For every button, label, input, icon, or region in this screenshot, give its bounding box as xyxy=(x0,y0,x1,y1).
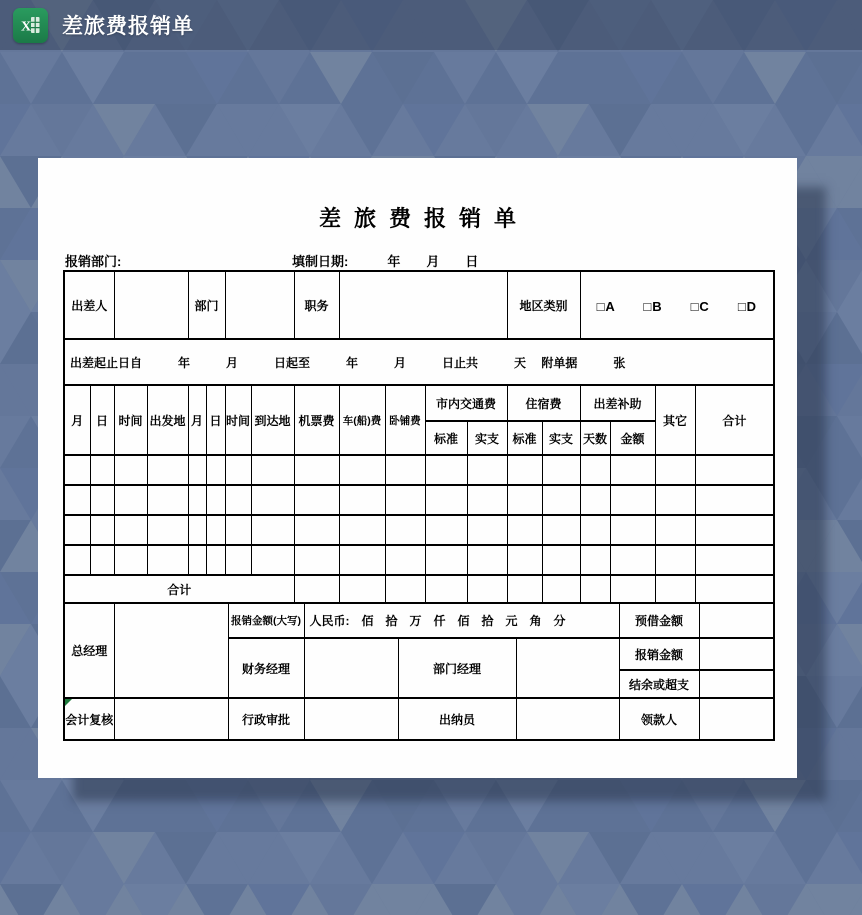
total-value-cell[interactable] xyxy=(655,575,695,603)
total-value-cell[interactable] xyxy=(294,575,339,603)
expense-cell[interactable] xyxy=(507,545,542,575)
total-value-cell[interactable] xyxy=(507,575,542,603)
expense-empty-row xyxy=(64,485,774,515)
title-bar xyxy=(0,0,862,50)
expense-cell[interactable] xyxy=(225,545,251,575)
expense-cell[interactable] xyxy=(610,485,655,515)
expense-cell[interactable] xyxy=(507,455,542,485)
traveler-label: 出差人 xyxy=(64,271,114,339)
trip-dates-row xyxy=(64,339,774,385)
expense-cell[interactable] xyxy=(90,455,114,485)
form-info-line xyxy=(38,251,797,267)
finance-manager-label: 财务经理 xyxy=(228,638,304,698)
expense-cell[interactable] xyxy=(425,545,467,575)
expense-cell[interactable] xyxy=(385,455,425,485)
expense-cell[interactable] xyxy=(655,485,695,515)
cell-error-indicator-icon xyxy=(65,699,72,706)
region-checkboxes[interactable]: □A □B □C □D xyxy=(580,271,774,339)
expense-empty-row xyxy=(64,455,774,485)
excel-icon xyxy=(13,8,48,43)
expense-cell[interactable] xyxy=(188,455,206,485)
expense-cell[interactable] xyxy=(64,485,90,515)
expense-cell[interactable] xyxy=(467,545,507,575)
expense-cell[interactable] xyxy=(294,485,339,515)
expense-cell[interactable] xyxy=(542,455,580,485)
expense-cell[interactable] xyxy=(425,515,467,545)
total-value-cell[interactable] xyxy=(425,575,467,603)
page-title: 差旅费报销单 xyxy=(62,15,194,38)
expense-cell[interactable] xyxy=(206,545,225,575)
expense-cell[interactable] xyxy=(206,485,225,515)
col-other: 其它 xyxy=(655,385,695,455)
expense-rows xyxy=(64,455,774,575)
expense-cell[interactable] xyxy=(294,515,339,545)
expense-cell[interactable] xyxy=(695,545,774,575)
traveler-row xyxy=(64,271,774,339)
expense-cell[interactable] xyxy=(225,485,251,515)
expense-sheet xyxy=(63,270,773,741)
expense-cell[interactable] xyxy=(425,455,467,485)
expense-empty-row xyxy=(64,545,774,575)
expense-cell[interactable] xyxy=(655,545,695,575)
total-value-cell[interactable] xyxy=(467,575,507,603)
expense-cell[interactable] xyxy=(339,545,385,575)
balance-cell[interactable] xyxy=(699,670,774,698)
trip-dates-line[interactable]: 出差起止日自 年 月 日起至 年 月 日止共 天 附单据 张 xyxy=(64,339,774,385)
expense-cell[interactable] xyxy=(695,455,774,485)
col-allowance-amount: 金额 xyxy=(610,421,655,455)
expense-cell[interactable] xyxy=(542,545,580,575)
col-air-fare: 机票费 xyxy=(294,385,339,455)
col-month-arrive: 月 xyxy=(188,385,206,455)
expense-cell[interactable] xyxy=(147,515,188,545)
expense-cell[interactable] xyxy=(114,485,147,515)
expense-cell[interactable] xyxy=(467,455,507,485)
col-month-depart: 月 xyxy=(64,385,90,455)
expense-cell[interactable] xyxy=(147,545,188,575)
col-vehicle-fare: 车(船)费 xyxy=(339,385,385,455)
department-label: 部门 xyxy=(188,271,225,339)
amount-in-words-label: 报销金额(大写) xyxy=(228,603,304,638)
col-lodging-actual: 实支 xyxy=(542,421,580,455)
col-day-arrive: 日 xyxy=(206,385,225,455)
col-time-arrive: 时间 xyxy=(225,385,251,455)
cashier-sign-cell[interactable] xyxy=(516,698,619,740)
balance-label: 结余或超支 xyxy=(619,670,699,698)
expense-cell[interactable] xyxy=(610,515,655,545)
expense-cell[interactable] xyxy=(114,455,147,485)
expense-cell[interactable] xyxy=(385,515,425,545)
expense-cell[interactable] xyxy=(251,485,294,515)
expense-cell[interactable] xyxy=(64,545,90,575)
expense-cell[interactable] xyxy=(580,485,610,515)
expense-cell[interactable] xyxy=(251,455,294,485)
expense-cell[interactable] xyxy=(206,515,225,545)
col-allowance-days: 天数 xyxy=(580,421,610,455)
reimburse-amount-cell[interactable] xyxy=(699,638,774,670)
col-depart-place: 出发地 xyxy=(147,385,188,455)
cashier-label: 出纳员 xyxy=(398,698,516,740)
traveler-value-cell[interactable] xyxy=(114,271,188,339)
total-label: 合计 xyxy=(64,575,294,603)
total-row xyxy=(64,575,774,603)
expense-cell[interactable] xyxy=(610,455,655,485)
payee-label: 领款人 xyxy=(619,698,699,740)
expense-cell[interactable] xyxy=(188,485,206,515)
expense-cell[interactable] xyxy=(251,515,294,545)
finance-manager-sign-cell[interactable] xyxy=(304,638,398,698)
department-value-cell[interactable] xyxy=(225,271,294,339)
expense-cell[interactable] xyxy=(655,515,695,545)
expense-cell[interactable] xyxy=(385,545,425,575)
dept-manager-sign-cell[interactable] xyxy=(516,638,619,698)
expense-cell[interactable] xyxy=(655,455,695,485)
expense-cell[interactable] xyxy=(339,515,385,545)
position-label: 职务 xyxy=(294,271,339,339)
admin-approval-label: 行政审批 xyxy=(228,698,304,740)
expense-cell[interactable] xyxy=(114,515,147,545)
expense-cell[interactable] xyxy=(580,545,610,575)
document-paper xyxy=(38,158,797,778)
col-lodging: 住宿费 xyxy=(507,385,580,421)
fill-date-label: 填制日期: 年 月 日 xyxy=(292,254,479,269)
expense-cell[interactable] xyxy=(64,515,90,545)
col-lodging-standard: 标准 xyxy=(507,421,542,455)
general-manager-label: 总经理 xyxy=(64,603,114,698)
expense-cell[interactable] xyxy=(580,455,610,485)
expense-cell[interactable] xyxy=(90,515,114,545)
expense-cell[interactable] xyxy=(339,455,385,485)
region-type-label: 地区类别 xyxy=(507,271,580,339)
expense-cell[interactable] xyxy=(206,455,225,485)
expense-cell[interactable] xyxy=(467,485,507,515)
expense-table xyxy=(63,270,775,604)
admin-approval-sign-cell[interactable] xyxy=(304,698,398,740)
expense-cell[interactable] xyxy=(147,485,188,515)
expense-cell[interactable] xyxy=(294,455,339,485)
expense-cell[interactable] xyxy=(294,545,339,575)
expense-cell[interactable] xyxy=(64,455,90,485)
cashier-row xyxy=(64,698,774,740)
expense-cell[interactable] xyxy=(225,455,251,485)
total-value-cell[interactable] xyxy=(610,575,655,603)
accounting-review-label xyxy=(64,698,114,740)
col-city-actual: 实支 xyxy=(467,421,507,455)
dept-label: 报销部门: xyxy=(65,254,122,269)
expense-cell[interactable] xyxy=(114,545,147,575)
expense-cell[interactable] xyxy=(188,545,206,575)
col-time-depart: 时间 xyxy=(114,385,147,455)
expense-cell[interactable] xyxy=(507,515,542,545)
expense-cell[interactable] xyxy=(385,485,425,515)
expense-cell[interactable] xyxy=(467,515,507,545)
expense-cell[interactable] xyxy=(339,485,385,515)
col-total: 合计 xyxy=(695,385,774,455)
expense-empty-row xyxy=(64,515,774,545)
reimburse-amount-label: 报销金额 xyxy=(619,638,699,670)
expense-cell[interactable] xyxy=(542,485,580,515)
amount-words-row xyxy=(64,603,774,638)
position-value-cell[interactable] xyxy=(339,271,507,339)
advance-amount-label: 预借金额 xyxy=(619,603,699,638)
total-value-cell[interactable] xyxy=(385,575,425,603)
expense-cell[interactable] xyxy=(610,545,655,575)
col-allowance: 出差补助 xyxy=(580,385,655,421)
approval-table xyxy=(63,602,775,741)
expense-cell[interactable] xyxy=(225,515,251,545)
general-manager-sign-cell[interactable] xyxy=(114,603,228,698)
accounting-review-sign-cell[interactable] xyxy=(114,698,228,740)
payee-sign-cell[interactable] xyxy=(699,698,774,740)
total-value-cell[interactable] xyxy=(580,575,610,603)
col-city-standard: 标准 xyxy=(425,421,467,455)
col-arrive-place: 到达地 xyxy=(251,385,294,455)
svg-text:X: X xyxy=(20,19,31,35)
expense-cell[interactable] xyxy=(695,485,774,515)
expense-cell[interactable] xyxy=(147,455,188,485)
expense-cell[interactable] xyxy=(507,485,542,515)
rmb-digits-line[interactable]: 人民币: 佰 拾 万 仟 佰 拾 元 角 分 xyxy=(304,603,619,638)
expense-cell[interactable] xyxy=(251,545,294,575)
total-value-cell[interactable] xyxy=(695,575,774,603)
col-city-transport: 市内交通费 xyxy=(425,385,507,421)
col-sleeper-fare: 卧铺费 xyxy=(385,385,425,455)
expense-cell[interactable] xyxy=(90,545,114,575)
accounting-review-text: 会计复核 xyxy=(65,712,114,727)
advance-amount-cell[interactable] xyxy=(699,603,774,638)
dept-manager-label: 部门经理 xyxy=(398,638,516,698)
expense-cell[interactable] xyxy=(580,515,610,545)
expense-cell[interactable] xyxy=(425,485,467,515)
total-value-cell[interactable] xyxy=(339,575,385,603)
col-day-depart: 日 xyxy=(90,385,114,455)
expense-cell[interactable] xyxy=(188,515,206,545)
expense-cell[interactable] xyxy=(542,515,580,545)
expense-cell[interactable] xyxy=(695,515,774,545)
header-row-1 xyxy=(64,385,774,421)
total-value-cell[interactable] xyxy=(542,575,580,603)
expense-cell[interactable] xyxy=(90,485,114,515)
form-title: 差旅费报销单 xyxy=(318,206,529,231)
